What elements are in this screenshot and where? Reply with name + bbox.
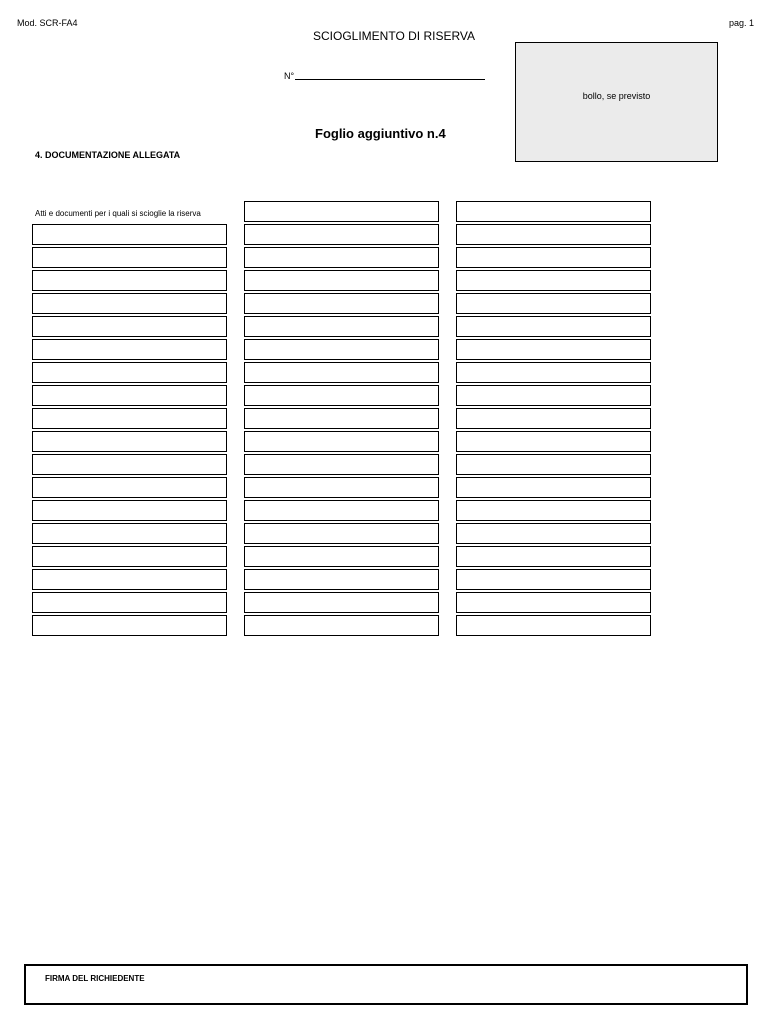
document-field-input[interactable]: [244, 477, 439, 498]
document-field-input[interactable]: [244, 316, 439, 337]
document-field-input[interactable]: [32, 362, 227, 383]
document-field-input[interactable]: [456, 546, 651, 567]
document-field-input[interactable]: [244, 431, 439, 452]
signature-box[interactable]: [24, 964, 748, 1005]
document-field-input[interactable]: [456, 592, 651, 613]
sheet-title: Foglio aggiuntivo n.4: [315, 126, 446, 141]
document-field-input[interactable]: [456, 316, 651, 337]
document-field-input[interactable]: [32, 339, 227, 360]
document-field-input[interactable]: [456, 569, 651, 590]
number-input-line[interactable]: [295, 79, 485, 80]
document-field-input[interactable]: [244, 523, 439, 544]
document-field-input[interactable]: [456, 500, 651, 521]
document-field-input[interactable]: [244, 270, 439, 291]
document-field-input[interactable]: [456, 247, 651, 268]
document-field-input[interactable]: [244, 293, 439, 314]
document-field-input[interactable]: [32, 270, 227, 291]
document-field-input[interactable]: [244, 615, 439, 636]
document-title: SCIOGLIMENTO DI RISERVA: [313, 29, 476, 43]
document-field-input[interactable]: [456, 362, 651, 383]
page-number: pag. 1: [728, 18, 754, 28]
document-field-input[interactable]: [32, 454, 227, 475]
document-field-input[interactable]: [456, 431, 651, 452]
document-field-input[interactable]: [244, 592, 439, 613]
stamp-box: [515, 42, 718, 162]
document-field-input[interactable]: [244, 454, 439, 475]
document-field-input[interactable]: [456, 385, 651, 406]
document-field-input[interactable]: [32, 523, 227, 544]
document-field-input[interactable]: [32, 592, 227, 613]
document-field-input[interactable]: [244, 385, 439, 406]
signature-label: FIRMA DEL RICHIEDENTE: [45, 974, 145, 983]
section-title: 4. DOCUMENTAZIONE ALLEGATA: [35, 150, 181, 160]
document-field-input[interactable]: [244, 500, 439, 521]
document-field-input[interactable]: [32, 293, 227, 314]
number-label: N°: [284, 71, 295, 81]
document-field-input[interactable]: [244, 569, 439, 590]
document-field-input[interactable]: [32, 431, 227, 452]
document-field-input[interactable]: [244, 224, 439, 245]
document-field-input[interactable]: [244, 339, 439, 360]
document-field-input[interactable]: [456, 293, 651, 314]
document-field-input[interactable]: [456, 615, 651, 636]
form-code: Mod. SCR-FA4: [17, 18, 78, 28]
document-field-input[interactable]: [456, 454, 651, 475]
stamp-label: bollo, se previsto: [582, 91, 651, 101]
document-field-input[interactable]: [456, 201, 651, 222]
document-field-input[interactable]: [32, 477, 227, 498]
document-field-input[interactable]: [456, 270, 651, 291]
document-field-input[interactable]: [244, 362, 439, 383]
document-field-input[interactable]: [32, 316, 227, 337]
document-field-input[interactable]: [244, 408, 439, 429]
document-field-input[interactable]: [456, 224, 651, 245]
document-field-input[interactable]: [244, 247, 439, 268]
document-field-input[interactable]: [456, 408, 651, 429]
document-field-input[interactable]: [32, 615, 227, 636]
document-field-input[interactable]: [244, 546, 439, 567]
column-header: Atti e documenti per i quali si scioglie la riserva: [35, 209, 201, 218]
document-field-input[interactable]: [32, 546, 227, 567]
document-field-input[interactable]: [32, 247, 227, 268]
document-field-input[interactable]: [244, 201, 439, 222]
document-field-input[interactable]: [32, 408, 227, 429]
document-field-input[interactable]: [32, 500, 227, 521]
document-field-input[interactable]: [32, 569, 227, 590]
document-field-input[interactable]: [32, 385, 227, 406]
document-field-input[interactable]: [456, 477, 651, 498]
document-field-input[interactable]: [456, 339, 651, 360]
document-field-input[interactable]: [32, 224, 227, 245]
document-field-input[interactable]: [456, 523, 651, 544]
